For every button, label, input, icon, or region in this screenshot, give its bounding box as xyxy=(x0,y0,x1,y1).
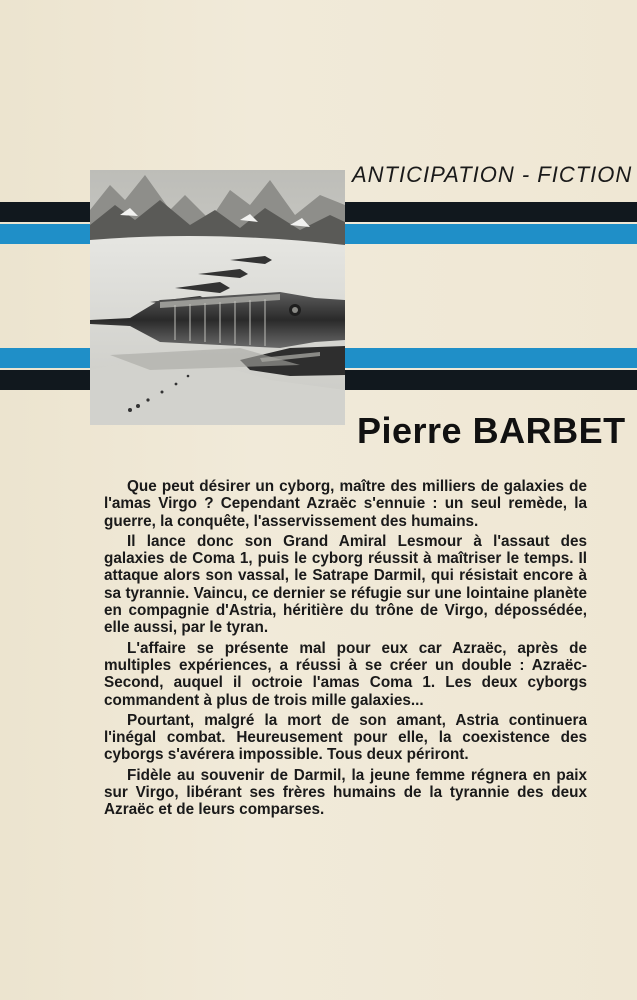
stripe-top-dark-right xyxy=(345,202,637,222)
blurb-paragraph: Pourtant, malgré la mort de son amant, Astria continuera l'inégal combat. Heureusement pour elle, la coexistence des cyborgs s'avérera impossible. Tous deux périront. xyxy=(104,711,587,764)
stripe-top-blue-right xyxy=(345,224,637,244)
blurb-paragraph: Fidèle au souvenir de Darmil, la jeune femme régnera en paix sur Virgo, libérant ses frères humains de la tyrannie des deux Azraëc et de leurs comparses. xyxy=(104,766,587,819)
blurb-paragraph: Il lance donc son Grand Amiral Lesmour à l'assaut des galaxies de Coma 1, puis le cyborg réussit à maîtriser le temps. Il attaque alors son vassal, le Satrape Darmil, qui résistait encore à sa tyrannie. Vaincu, ce dernier se réfugie sur une lointaine planète en compagnie d'Astria, héritière du trône de Virgo, dépossédée, elle aussi, par le tyran. xyxy=(104,532,587,637)
stripe-bottom-blue-right xyxy=(345,348,637,368)
author-name: Pierre BARBET xyxy=(357,410,626,451)
stripe-bottom-dark-right xyxy=(345,370,637,390)
stripe-top-blue-left xyxy=(0,224,90,244)
cover-illustration xyxy=(90,170,345,425)
stripe-top-dark-left xyxy=(0,202,90,222)
blurb-paragraph: Que peut désirer un cyborg, maître des milliers de galaxies de l'amas Virgo ? Cependant Azraëc s'ennuie : un seul remède, la guerre, la conquête, l'asservissement des humains. xyxy=(104,478,587,530)
series-label: ANTICIPATION - FICTION xyxy=(352,162,633,187)
blurb-paragraph: L'affaire se présente mal pour eux car Azraëc, après de multiples expériences, a réussi à se créer un double : Azraëc-Second, auquel il octroie l'amas Coma 1. Les deux cyborgs commandent à plus de trois mille galaxies... xyxy=(104,639,587,709)
stripe-bottom-blue-left xyxy=(0,348,90,368)
stripe-bottom-dark-left xyxy=(0,370,90,390)
blurb xyxy=(104,478,587,822)
